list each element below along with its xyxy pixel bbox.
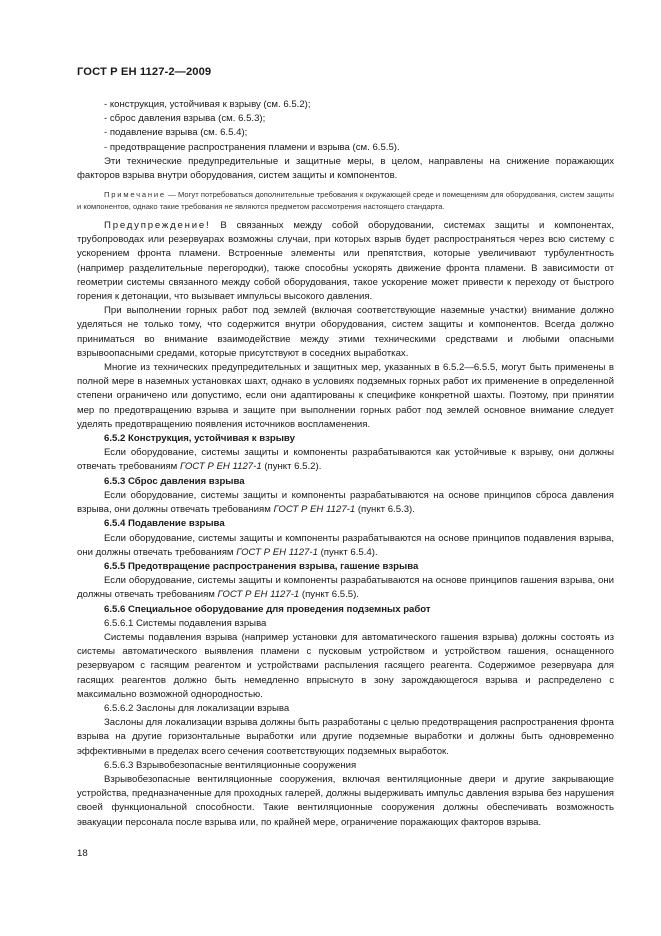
list-item: - конструкция, устойчивая к взрыву (см. 6.5.2); [104,99,311,110]
section-text: Если оборудование, системы защиты и компоненты разрабатываются как устойчивые к взрыву, они должны отвечать требованиям ГОСТ Р ЕН 1127-1 (пункт 6.5.2). [77,447,614,473]
warning [77,219,614,304]
list-item: - подавление взрыва (см. 6.5.4); [104,127,248,139]
paragraph: При выполнении горных работ под землей (включая соответствующие наземные участки) внимание должно уделяться не только тому, что содержится внутри оборудования, систем защиты и компонентов. Всегда должно приниматься во внимание взаимодействие между этими техническими средствами и любыми опасными взрывоопасными средами, которые присутствуют в соседних выработках. [77,305,614,359]
standard-reference: ГОСТ Р ЕН 1127-1 [273,504,356,516]
note-label: Примечание [104,190,166,200]
subsection-heading: 6.5.6.3 Взрывобезопасные вентиляционные сооружения [104,759,357,771]
document-body [77,98,614,830]
warning-label: Предупреждение! [104,220,211,232]
page-number: 18 [77,848,88,859]
section-text: Если оборудование, системы защиты и компоненты разрабатываются на основе принципов сброса давления взрыва, они должны отвечать требованиям ГОСТ Р ЕН 1127-1 (пункт 6.5.3). [77,489,614,516]
section-text: Если оборудование, системы защиты и компоненты разрабатываются на основе принципов подавления взрыва, они должны отвечать требованиям ГОСТ Р ЕН 1127-1 (пункт 6.5.4). [77,532,614,558]
list-item: - сброс давления взрыва (см. 6.5.3); [104,113,266,125]
section-heading: 6.5.4 Подавление взрыва [104,518,225,530]
section-text: Если оборудование, системы защиты и компоненты разрабатываются на основе принципов гашения взрыва, они должны отвечать требованиям ГОСТ Р ЕН 1127-1 (пункт 6.5.5). [77,575,614,601]
standard-reference: ГОСТ Р ЕН 1127-1 [179,461,262,473]
section-text: Взрывобезопасные вентиляционные сооружения, включая вентиляционные двери и другие закрывающие устройства, предназначенные для проходных галерей, должны выдерживать импульс давления взрыва без нарушения своей функциональной способности. Такие вентиляционные сооружения должны обеспечивать возможность эвакуации персонала после взрыва или, по крайней мере, ограничение поражающих факторов взрыва. [77,773,614,828]
section-text: Системы подавления взрыва (например установки для автоматического гашения взрыва) должны состоять из системы автоматического выявления пламени с пусковым устройством и устройством гашения, оснащенного резервуаром с гасящим реагентом и устройствами распыления гасящего реагента. Содержимое резервуара для гасящих реагентов должно быть немедленно впрыснуто в зону зарождающегося взрыва и распределено с максимально возможной однородностью. [77,631,614,700]
note [77,189,614,212]
subsection-heading: 6.5.6.1 Системы подавления взрыва [104,617,267,629]
subsection-heading: 6.5.6.2 Заслоны для локализации взрыва [104,702,290,714]
section-text: Заслоны для локализации взрыва должны быть разработаны с целью предотвращения распространения фронта взрыва на другие горизонтальные выработки или другие подземные выработки и должны быть одновременно эффективными в пределах всего сечения соответствующих подземных выработок. [77,717,614,757]
section-heading: 6.5.6 Специальное оборудование для проведения подземных работ [104,603,431,615]
standard-reference: ГОСТ Р ЕН 1127-1 [236,546,318,558]
warning-text: В связанных между собой оборудовании, системах защиты и компонентах, трубопроводах или резервуарах возможны случаи, при которых взрыв будет распространяться через всю систему с ускорением фронта пламени. Встроенные элементы или препятствия, которые увеличивают турбулентность (например разделительные перегородки), также способны ускорять движение фронта пламени. В зависимости от геометрии системы связанного между собой оборудования, такое ускорение может привести к переходу от быстрого горения к детонации, что вызывает импульсы высокого давления. [77,220,614,303]
document-header: ГОСТ Р ЕН 1127-2—2009 [77,66,212,78]
section-heading: 6.5.3 Сброс давления взрыва [104,475,245,487]
note-text: — Могут потребоваться дополнительные требования к окружающей среде и помещениям для оборудования, систем защиты и компонентов, однако такие требования не являются предметом рассмотрения настоящего стандарта. [77,190,614,211]
standard-reference: ГОСТ Р ЕН 1127-1 [217,589,300,601]
paragraph: Эти технические предупредительные и защитные меры, в целом, направлены на снижение поражающих факторов взрыва внутри оборудования, систем защиты и компонентов. [77,155,614,182]
section-heading: 6.5.2 Конструкция, устойчивая к взрыву [104,433,295,445]
section-heading: 6.5.5 Предотвращение распространения взрыва, гашение взрыва [104,560,419,572]
list-item: - предотвращение распространения пламени и взрыва (см. 6.5.5). [104,141,400,153]
paragraph: Многие из технических предупредительных и защитных мер, указанных в 6.5.2—6.5.5, могут быть применены в полной мере в наземных установках шахт, однако в условиях подземных горных работ их применение в определенной степени ограничено или допустимо, если они адаптированы к специфике конкретной шахты. Поэтому, при принятии мер по предотвращению взрыва и защите при выполнении горных работ под землей основное внимание следует уделять предотвращению появления источников воспламенения. [77,362,614,430]
